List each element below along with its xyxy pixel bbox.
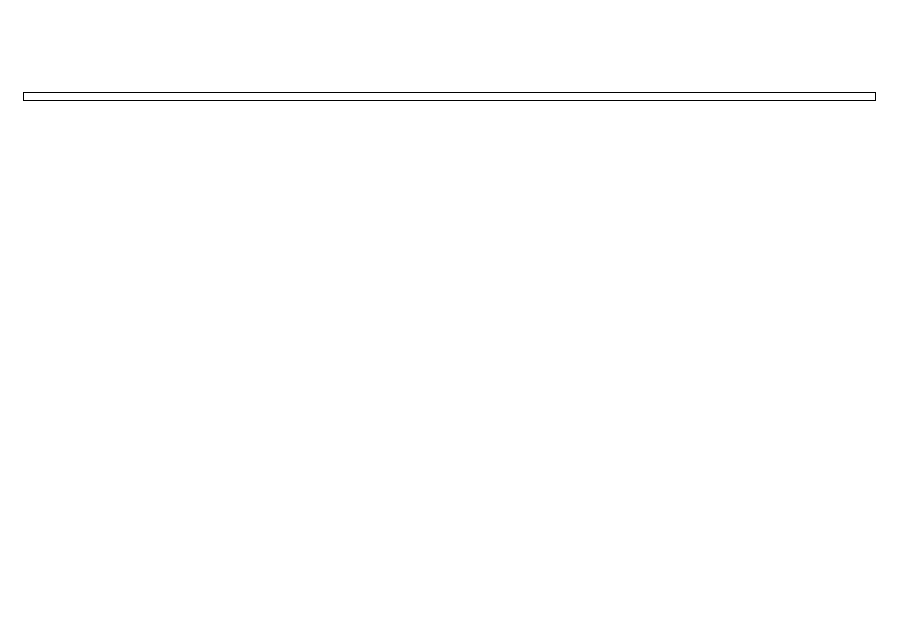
table-header-row [23,92,876,101]
